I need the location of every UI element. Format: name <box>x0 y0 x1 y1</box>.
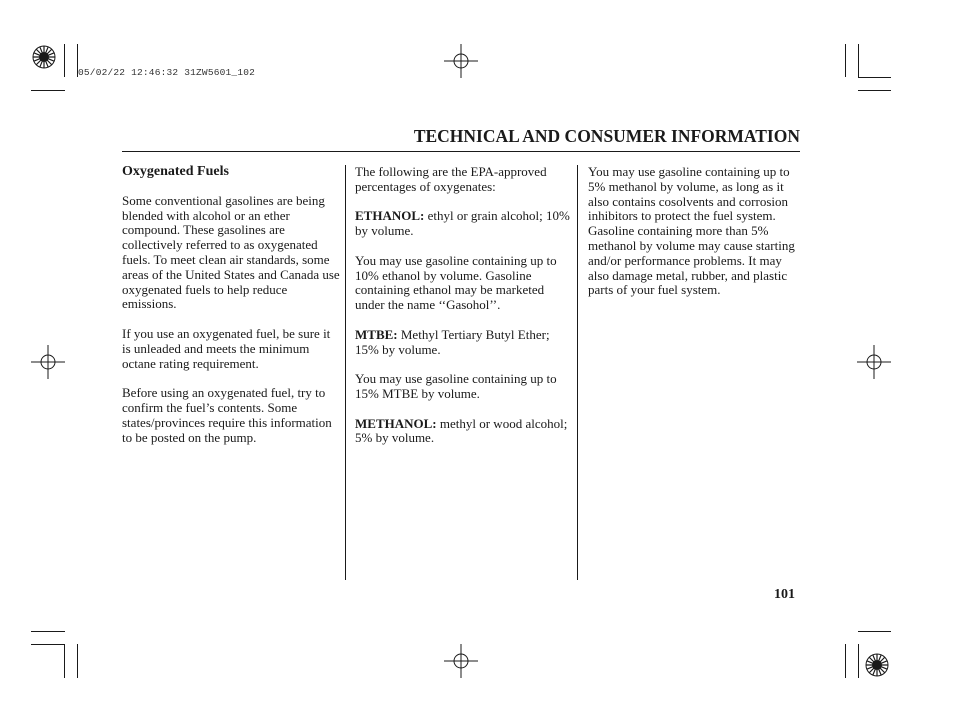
column-divider-2 <box>577 165 578 580</box>
paragraph-methanol-guidance: You may use gasoline containing up to 5% methanol by volume, as long as it also contains cosolvents and corrosion inhibitors to protect the fuel system. Gasoline containing more than 5% methanol by volume may cause starting and/or performance problems. It may also damage metal, rubber, and plastic parts of your fuel system. <box>588 164 795 298</box>
label-methanol: METHANOL: <box>355 415 437 431</box>
starburst-target-bottom-right <box>864 652 890 678</box>
column-divider-1 <box>345 165 346 580</box>
paragraph-epa-intro: The following are the EPA-approved percentages of oxygenates: <box>355 164 547 194</box>
paragraph-unleaded: If you use an oxygenated fuel, be sure it is unleaded and meets the minimum octane rating requirement. <box>122 325 331 371</box>
label-mtbe: MTBE: <box>355 326 398 342</box>
crosshair-mark-bottom <box>444 644 478 678</box>
paragraph-intro: Some conventional gasolines are being blended with alcohol or an ether compound. These gasolines are collectively referred to as oxygenated fuels. To meet clean air standards, some areas of the United States and Canada use oxygenated fuels to help reduce emissions. <box>122 192 340 312</box>
column-oxygenated-fuels <box>122 165 340 460</box>
paragraph-methanol <box>355 417 571 447</box>
text-methanol: methyl or wood alcohol; 5% by volume. <box>355 415 568 446</box>
text-mtbe: Methyl Tertiary Butyl Ether; 15% by volume. <box>355 326 550 357</box>
column-oxygenate-percentages <box>355 165 571 461</box>
crosshair-mark-top <box>444 44 478 78</box>
crosshair-mark-right <box>857 345 891 379</box>
paragraph-confirm-contents: Before using an oxygenated fuel, try to confirm the fuel’s contents. Some states/provinces require this information to be posted on the pump. <box>122 385 332 445</box>
page-number: 101 <box>774 587 795 602</box>
paragraph-ethanol <box>355 209 571 239</box>
heading-oxygenated-fuels: Oxygenated Fuels <box>122 164 229 179</box>
paragraph-ethanol-note: You may use gasoline containing up to 10% ethanol by volume. Gasoline containing ethanol may be marketed under the name ‘‘Gasohol’’. <box>355 252 557 313</box>
column-methanol-guidance <box>588 165 800 313</box>
label-ethanol: ETHANOL: <box>355 208 425 224</box>
text-ethanol: ethyl or grain alcohol; 10% by volume. <box>355 208 570 239</box>
crosshair-mark-left <box>31 345 65 379</box>
paragraph-mtbe <box>355 328 571 358</box>
section-title: TECHNICAL AND CONSUMER INFORMATION <box>413 126 800 146</box>
print-timestamp: 05/02/22 12:46:32 31ZW5601_102 <box>78 67 256 78</box>
starburst-target-top-left <box>31 44 57 70</box>
paragraph-mtbe-note: You may use gasoline containing up to 15% MTBE by volume. <box>355 371 557 401</box>
header-rule <box>122 151 800 152</box>
